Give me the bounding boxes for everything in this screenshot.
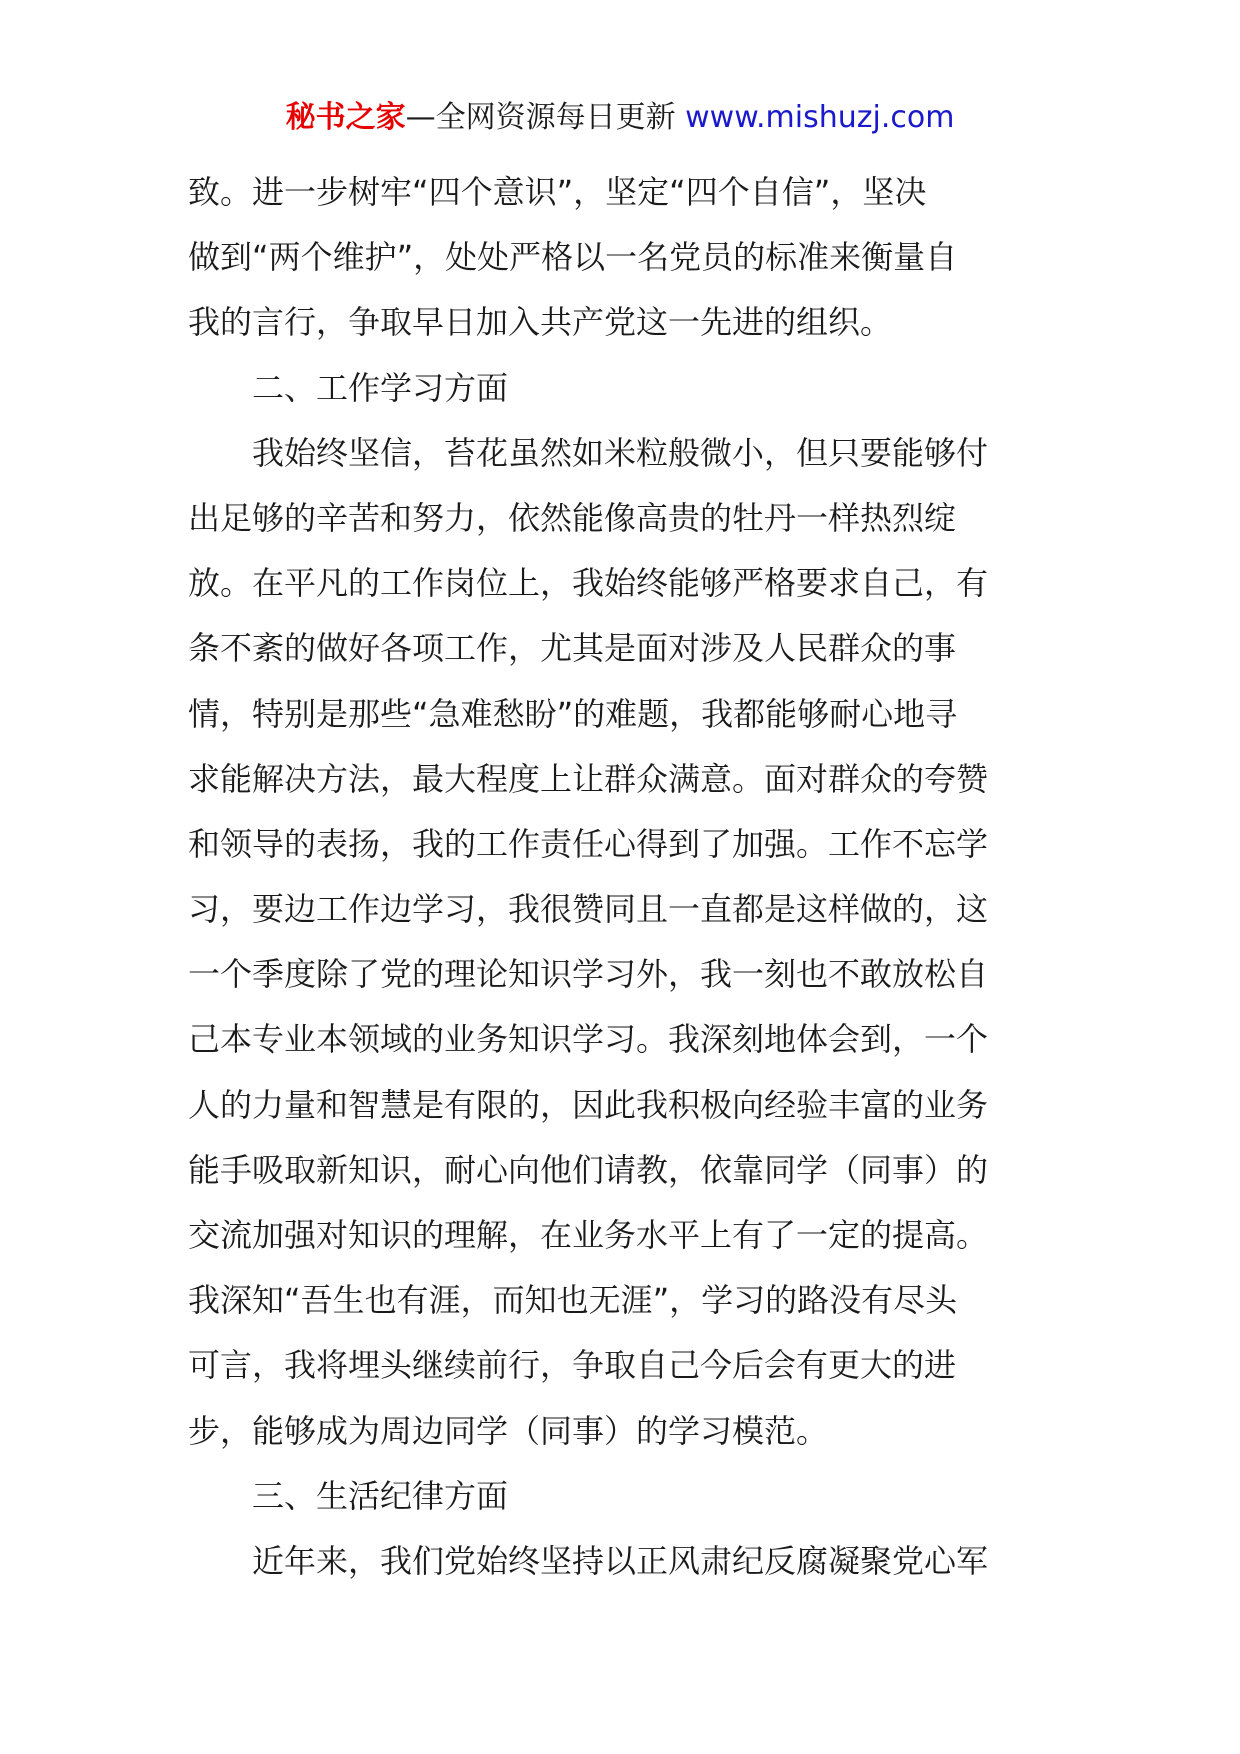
text-line: 人的力量和智慧是有限的，因此我积极向经验丰富的业务	[188, 1085, 989, 1124]
text-line: 我始终坚信，苔花虽然如米粒般微小，但只要能够付	[252, 433, 989, 472]
text-line: 做到“两个维护”，处处严格以一名党员的标准来衡量自	[188, 238, 958, 277]
text-line: 求能解决方法，最大程度上让群众满意。面对群众的夸赞	[188, 759, 989, 798]
text-line: 致。进一步树牢“四个意识”，坚定“四个自信”，坚决	[188, 173, 927, 211]
page-header	[0, 98, 1240, 138]
site-url[interactable]: www.mishuzj.com	[685, 100, 955, 135]
text-line: 步，能够成为周边同学（同事）的学习模范。	[188, 1411, 829, 1450]
text-line: 可言，我将埋头继续前行，争取自己今后会有更大的进	[188, 1346, 957, 1385]
text-line: 一个季度除了党的理论知识学习外，我一刻也不敢放松自	[188, 955, 989, 994]
text-line: 情，特别是那些“急难愁盼”的难题，我都能够耐心地寻	[188, 694, 958, 733]
site-brand: 秘书之家	[285, 100, 406, 135]
text-line: 近年来，我们党始终坚持以正风肃纪反腐凝聚党心军	[252, 1541, 989, 1580]
text-line: 出足够的辛苦和努力，依然能像高贵的牡丹一样热烈绽	[188, 498, 957, 537]
text-line: 放。在平凡的工作岗位上，我始终能够严格要求自己，有	[188, 564, 989, 603]
section-heading: 三、生活纪律方面	[252, 1476, 509, 1515]
text-line: 我深知“吾生也有涯，而知也无涯”，学习的路没有尽头	[188, 1281, 958, 1320]
text-line: 交流加强对知识的理解，在业务水平上有了一定的提高。	[188, 1216, 989, 1254]
site-tagline: —全网资源每日更新	[405, 100, 686, 135]
text-line: 己本专业本领域的业务知识学习。我深刻地体会到，一个	[188, 1020, 989, 1059]
text-line: 我的言行，争取早日加入共产党这一先进的组织。	[188, 303, 893, 342]
text-line: 能手吸取新知识，耐心向他们请教，依靠同学（同事）的	[188, 1150, 989, 1189]
text-line: 习，要边工作边学习，我很赞同且一直都是这样做的，这	[188, 890, 989, 929]
text-line: 条不紊的做好各项工作，尤其是面对涉及人民群众的事	[188, 629, 957, 668]
section-heading: 二、工作学习方面	[252, 368, 509, 407]
document-body	[188, 160, 1056, 1594]
text-line: 和领导的表扬，我的工作责任心得到了加强。工作不忘学	[188, 824, 989, 863]
